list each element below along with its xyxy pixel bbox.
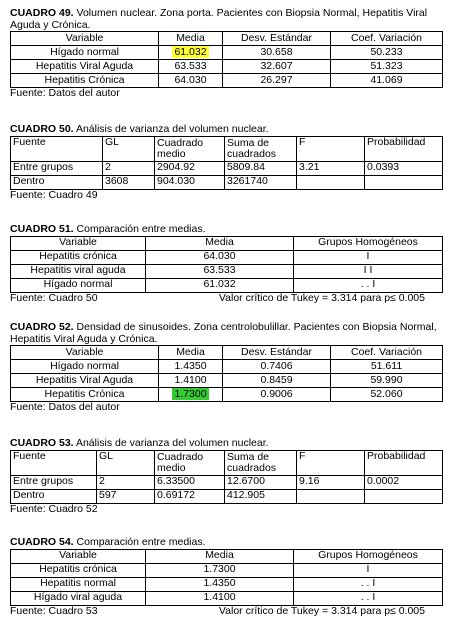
table-cell: Hígado normal <box>11 360 159 374</box>
table-cell: 12.6700 <box>225 475 297 489</box>
table-cell: 52.060 <box>331 388 443 402</box>
table-cell: 0.0393 <box>365 161 443 175</box>
table-cell: Hepatitis viral aguda <box>11 264 146 278</box>
header-cell: Fuente <box>11 450 97 475</box>
table-cell: Hígado normal <box>11 278 146 292</box>
table-cell: 59.990 <box>331 374 443 388</box>
header-cell: Grupos Homogéneos <box>294 236 443 250</box>
table-header-row <box>11 549 443 563</box>
table-cell: 50.233 <box>331 46 443 60</box>
header-cell: Media <box>146 549 294 563</box>
table-51-footer <box>10 293 425 305</box>
table-cell: 904.030 <box>155 175 225 189</box>
table-49-section <box>10 8 442 100</box>
table-cell: 30.658 <box>223 46 331 60</box>
table-cell: 1.4100 <box>159 374 223 388</box>
table-row <box>11 175 443 189</box>
header-cell: F <box>297 450 365 475</box>
table-50-caption: CUADRO 50. Análisis de varianza del volumen nuclear. <box>10 123 269 135</box>
table-cell: . . I <box>294 591 443 605</box>
table-49-source: Fuente: Datos del autor <box>10 87 120 100</box>
table-50-source: Fuente: Cuadro 49 <box>10 188 98 201</box>
table-cell: 0.9006 <box>223 388 331 402</box>
header-cell: Variable <box>11 32 159 46</box>
table-cell: 64.030 <box>159 74 223 88</box>
table-row <box>11 278 443 292</box>
table-49 <box>10 31 443 88</box>
table-cell: I <box>294 250 443 264</box>
table-52-caption: CUADRO 52. Densidad de sinusoides. Zona centrolobulillar. Pacientes con Biopsia Normal, Hepatitis Viral Aguda y Crónica. <box>10 321 437 345</box>
table-cell <box>297 489 365 503</box>
table-cell: Hepatitis Viral Aguda <box>11 374 159 388</box>
table-cell: 64.030 <box>146 250 294 264</box>
table-51 <box>10 236 443 293</box>
table-cell: Hepatitis crónica <box>11 250 146 264</box>
table-53 <box>10 450 443 504</box>
header-cell: Grupos Homogéneos <box>294 549 443 563</box>
header-cell: Cuadrado medio <box>155 136 225 161</box>
table-row <box>11 46 443 60</box>
table-52 <box>10 345 443 402</box>
table-50 <box>10 136 443 190</box>
table-cell: 41.069 <box>331 74 443 88</box>
table-cell: . . I <box>294 577 443 591</box>
table-header-row <box>11 136 443 161</box>
table-cell: Dentro <box>11 489 97 503</box>
header-cell: Desv. Estándar <box>223 346 331 360</box>
table-row <box>11 591 443 605</box>
table-52-source: Fuente: Datos del autor <box>10 401 120 414</box>
table-row <box>11 563 443 577</box>
table-cell: 6.33500 <box>155 475 225 489</box>
highlighted-value: 61.032 <box>174 45 207 58</box>
table-row <box>11 577 443 591</box>
table-50-section <box>10 124 442 201</box>
header-cell: Fuente <box>11 136 103 161</box>
table-header-row <box>11 346 443 360</box>
table-cell: 0.8459 <box>223 374 331 388</box>
table-row <box>11 250 443 264</box>
table-cell: 597 <box>97 489 155 503</box>
table-49-caption: CUADRO 49. Volumen nuclear. Zona porta. Pacientes con Biopsia Normal, Hepatitis Viral Aguda y Crónica. <box>10 7 428 31</box>
table-cell: 51.323 <box>331 60 443 74</box>
table-header-row <box>11 236 443 250</box>
header-cell: Coef. Variación <box>331 32 443 46</box>
table-cell <box>159 388 223 402</box>
table-cell: 63.533 <box>146 264 294 278</box>
table-54 <box>10 549 443 606</box>
table-cell: 0.69172 <box>155 489 225 503</box>
table-cell: 2904.92 <box>155 161 225 175</box>
table-cell: 1.4350 <box>146 577 294 591</box>
table-row <box>11 360 443 374</box>
table-cell: 1.4350 <box>159 360 223 374</box>
table-cell: Hígado viral aguda <box>11 591 146 605</box>
table-cell: I I <box>294 264 443 278</box>
header-cell: Variable <box>11 549 146 563</box>
table-cell: 3261740 <box>225 175 297 189</box>
highlighted-value: 1.7300 <box>174 387 207 400</box>
table-header-row <box>11 450 443 475</box>
tukey-note: Valor crítico de Tukey = 3.314 para p≤ 0.005 <box>218 291 425 304</box>
table-row <box>11 264 443 278</box>
header-cell: GL <box>103 136 155 161</box>
table-cell: 0.0002 <box>365 475 443 489</box>
header-cell: Suma de cuadrados <box>225 136 297 161</box>
table-cell: 61.032 <box>146 278 294 292</box>
table-cell: Hepatitis Crónica <box>11 74 159 88</box>
header-cell: Media <box>159 346 223 360</box>
header-cell: Media <box>159 32 223 46</box>
table-cell: 26.297 <box>223 74 331 88</box>
table-53-source: Fuente: Cuadro 52 <box>10 502 98 515</box>
table-cell: 9.16 <box>297 475 365 489</box>
table-cell <box>365 175 443 189</box>
table-cell <box>297 175 365 189</box>
table-row <box>11 374 443 388</box>
header-cell: F <box>297 136 365 161</box>
header-cell: Media <box>146 236 294 250</box>
table-51-section <box>10 224 442 304</box>
table-cell: 51.611 <box>331 360 443 374</box>
table-header-row <box>11 32 443 46</box>
table-cell: 32.607 <box>223 60 331 74</box>
table-cell: Entre grupos <box>11 161 103 175</box>
table-row <box>11 475 443 489</box>
header-cell: Probabilidad <box>365 136 443 161</box>
table-cell <box>365 489 443 503</box>
table-cell: Hepatitis Viral Aguda <box>11 60 159 74</box>
header-cell: Probabilidad <box>365 450 443 475</box>
table-cell: 3.21 <box>297 161 365 175</box>
table-54-section <box>10 537 442 617</box>
table-cell: Hepatitis crónica <box>11 563 146 577</box>
table-cell: Hepatitis Crónica <box>11 388 159 402</box>
table-cell: Dentro <box>11 175 103 189</box>
table-cell: 2 <box>97 475 155 489</box>
table-cell: 412.905 <box>225 489 297 503</box>
table-row <box>11 489 443 503</box>
table-row <box>11 161 443 175</box>
table-51-caption: CUADRO 51. Comparación entre medias. <box>10 223 206 235</box>
header-cell: Variable <box>11 236 146 250</box>
table-cell: Hígado normal <box>11 46 159 60</box>
table-cell <box>159 46 223 60</box>
table-row <box>11 74 443 88</box>
header-cell: Variable <box>11 346 159 360</box>
table-cell: 5809.84 <box>225 161 297 175</box>
table-row <box>11 388 443 402</box>
table-54-footer <box>10 606 425 618</box>
table-53-caption: CUADRO 53. Análisis de varianza del volumen nuclear. <box>10 437 269 449</box>
header-cell: Cuadrado medio <box>155 450 225 475</box>
table-54-caption: CUADRO 54. Comparación entre medias. <box>10 536 206 548</box>
table-cell: 1.4100 <box>146 591 294 605</box>
header-cell: GL <box>97 450 155 475</box>
table-cell: 3608 <box>103 175 155 189</box>
table-row <box>11 60 443 74</box>
table-cell: Hepatitis normal <box>11 577 146 591</box>
header-cell: Suma de cuadrados <box>225 450 297 475</box>
table-cell: 0.7406 <box>223 360 331 374</box>
table-cell: 1.7300 <box>146 563 294 577</box>
table-54-source: Fuente: Cuadro 53 <box>10 604 98 617</box>
table-51-source: Fuente: Cuadro 50 <box>10 291 98 304</box>
header-cell: Coef. Variación <box>331 346 443 360</box>
table-cell: I <box>294 563 443 577</box>
table-52-section <box>10 322 442 414</box>
tukey-note: Valor crítico de Tukey = 3.314 para p≤ 0.005 <box>218 604 425 617</box>
table-cell: 2 <box>103 161 155 175</box>
table-cell: . . I <box>294 278 443 292</box>
table-cell: Entre grupos <box>11 475 97 489</box>
header-cell: Desv. Estándar <box>223 32 331 46</box>
table-53-section <box>10 438 442 515</box>
table-cell: 63.533 <box>159 60 223 74</box>
